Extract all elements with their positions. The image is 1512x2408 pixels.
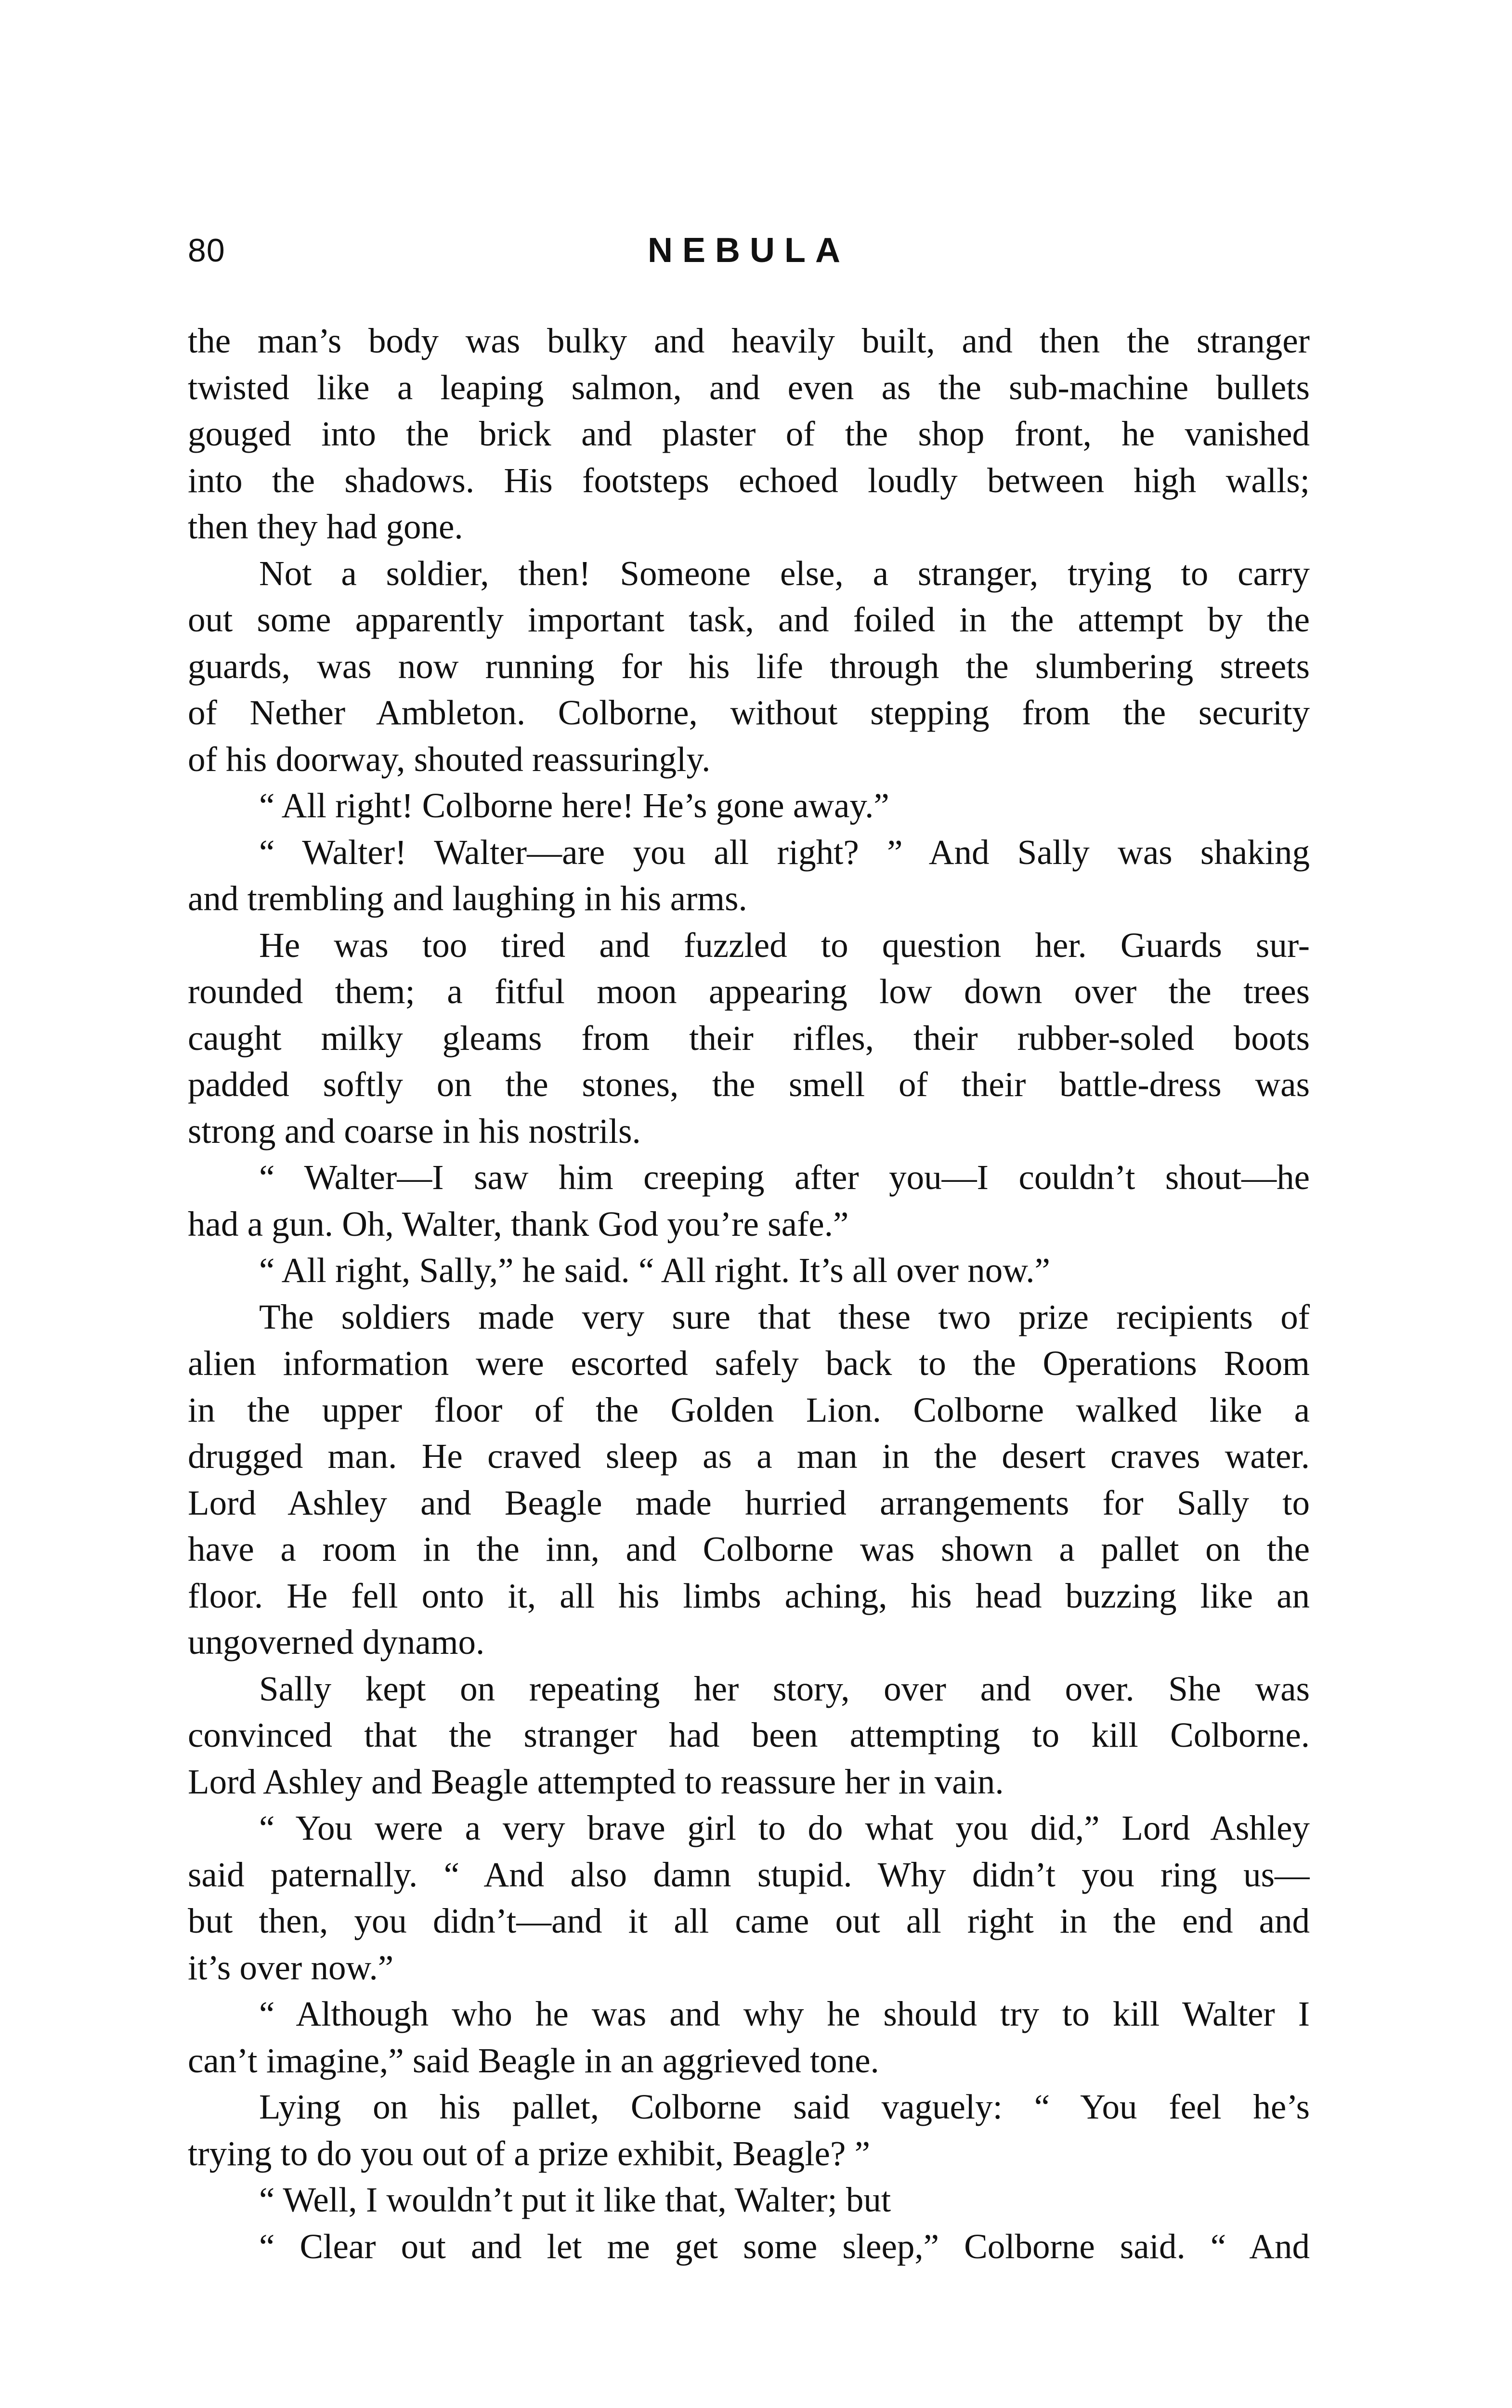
text-line: the man’s body was bulky and heavily built, and then the stranger [188,321,1310,360]
text-line: trying to do you out of a prize exhibit, Beagle? ” [188,2133,871,2173]
text-line: but then, you didn’t—and it all came out all right in the end and [188,1901,1310,1940]
text-line: “ Walter—I saw him creeping after you—I couldn’t shout—he [259,1158,1310,1197]
text-line: Not a soldier, then! Someone else, a stranger, trying to carry [259,553,1310,593]
text-line: Sally kept on repeating her story, over and over. She was [259,1669,1310,1708]
text-line: “ All right! Colborne here! He’s gone away.” [259,786,889,825]
text-line: and trembling and laughing in his arms. [188,879,747,918]
text-line: into the shadows. His footsteps echoed loudly between high walls; [188,460,1310,500]
text-line: Lying on his pallet, Colborne said vaguely: “ You feel he’s [259,2087,1310,2126]
text-line: He was too tired and fuzzled to question her. Guards sur- [259,925,1310,965]
text-line: “ You were a very brave girl to do what you did,” Lord Ashley [259,1808,1310,1847]
text-line: Lord Ashley and Beagle made hurried arrangements for Sally to [188,1483,1310,1522]
text-line: guards, was now running for his life through the slumbering streets [188,646,1310,686]
text-line: The soldiers made very sure that these two prize recipients of [259,1297,1310,1336]
text-line: Lord Ashley and Beagle attempted to reassure her in vain. [188,1762,1004,1801]
text-line: had a gun. Oh, Walter, thank God you’re safe.” [188,1204,849,1243]
text-line: of Nether Ambleton. Colborne, without stepping from the security [188,693,1310,732]
text-line: “ Walter! Walter—are you all right? ” And Sally was shaking [259,832,1310,872]
running-title: NEBULA [648,231,850,270]
text-line: gouged into the brick and plaster of the shop front, he vanished [188,414,1310,453]
text-line: convinced that the stranger had been attempting to kill Colborne. [188,1715,1310,1754]
text-line: strong and coarse in his nostrils. [188,1111,641,1151]
text-line: ungoverned dynamo. [188,1623,485,1662]
page-number: 80 [188,232,225,269]
text-line: “ Clear out and let me get some sleep,” Colborne said. “ And [259,2226,1310,2266]
page-header [188,226,1310,284]
text-line: alien information were escorted safely back to the Operations Room [188,1344,1310,1383]
text-line: in the upper floor of the Golden Lion. Colborne walked like a [188,1390,1310,1429]
text-line: “ Well, I wouldn’t put it like that, Walter; but [259,2180,891,2219]
text-line: it’s over now.” [188,1948,394,1987]
text-line: “ All right, Sally,” he said. “ All right. It’s all over now.” [259,1251,1050,1290]
text-line: drugged man. He craved sleep as a man in the desert craves water. [188,1437,1310,1476]
text-line: of his doorway, shouted reassuringly. [188,739,711,779]
text-line: “ Although who he was and why he should try to kill Walter I [259,1994,1310,2033]
text-line: then they had gone. [188,507,463,546]
body-text [188,318,1310,2270]
text-line: floor. He fell onto it, all his limbs aching, his head buzzing like an [188,1576,1310,1615]
text-line: caught milky gleams from their rifles, their rubber-soled boots [188,1018,1310,1058]
text-line: padded softly on the stones, the smell of their battle-dress was [188,1065,1310,1104]
text-line: said paternally. “ And also damn stupid. Why didn’t you ring us— [188,1855,1310,1894]
text-line: can’t imagine,” said Beagle in an aggrieved tone. [188,2041,879,2080]
text-line: twisted like a leaping salmon, and even as the sub-machine bullets [188,367,1310,407]
text-line: rounded them; a fitful moon appearing low down over the trees [188,972,1310,1011]
text-line: have a room in the inn, and Colborne was shown a pallet on the [188,1530,1310,1569]
text-line: out some apparently important task, and foiled in the attempt by the [188,600,1310,639]
